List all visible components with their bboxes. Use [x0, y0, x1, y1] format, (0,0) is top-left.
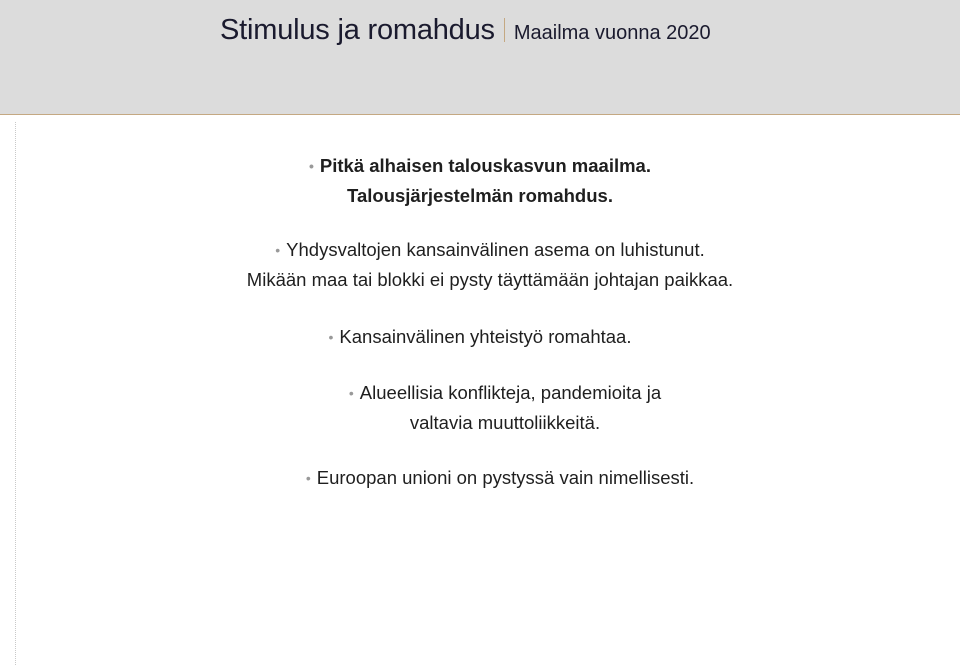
- page-subtitle: Maailma vuonna 2020: [513, 22, 711, 44]
- bullet-item: [260, 378, 750, 438]
- bullet-line: • Pitkä alhaisen talouskasvun maailma.: [308, 155, 651, 176]
- bullet-line: • Kansainvälinen yhteistyö romahtaa.: [328, 326, 632, 347]
- bullet-dot-icon: •: [328, 329, 334, 345]
- bullet-dot-icon: •: [348, 385, 354, 401]
- bullet-line: Talousjärjestelmän romahdus.: [347, 185, 613, 206]
- bullet-dot-icon: •: [308, 158, 314, 174]
- bullet-line: Mikään maa tai blokki ei pysty täyttämään johtajan paikkaa.: [246, 269, 734, 290]
- bullet-item: [260, 322, 700, 352]
- bullet-item: [220, 151, 740, 211]
- bullet-line: • Yhdysvaltojen kansainvälinen asema on luhistunut.: [275, 239, 705, 260]
- bullet-item: [180, 235, 800, 295]
- bullet-item: [230, 463, 770, 493]
- bullet-line: • Alueellisia konflikteja, pandemioita ja: [348, 382, 662, 403]
- bullet-line: valtavia muuttoliikkeitä.: [409, 412, 601, 433]
- bullet-line: • Euroopan unioni on pystyssä vain nimellisesti.: [305, 467, 695, 488]
- bullet-dot-icon: •: [275, 242, 281, 258]
- page-title: Stimulus ja romahdus: [220, 14, 495, 46]
- bullet-dot-icon: •: [305, 470, 311, 486]
